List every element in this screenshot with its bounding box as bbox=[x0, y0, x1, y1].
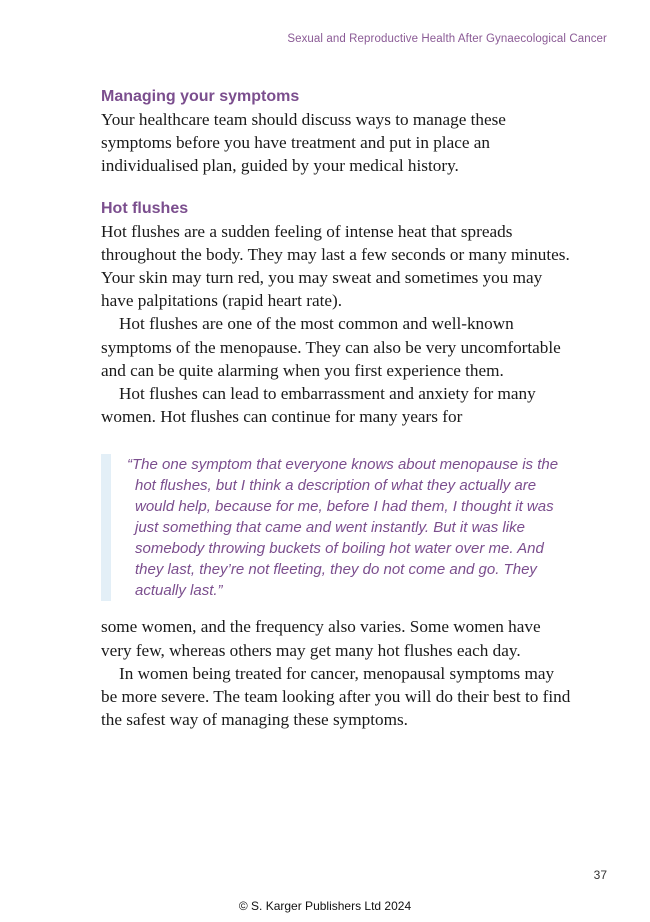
page-content bbox=[101, 86, 571, 731]
patient-quote bbox=[101, 454, 571, 601]
page-number: 37 bbox=[593, 868, 607, 882]
hot-flushes-paragraph-4: some women, and the frequency also varies. Some women have very few, whereas others may get many hot flushes each day. bbox=[101, 617, 541, 660]
section-spacer bbox=[101, 178, 571, 198]
copyright-notice: © S. Karger Publishers Ltd 2024 bbox=[238, 899, 412, 913]
section-heading-managing: Managing your symptoms bbox=[101, 88, 300, 105]
hot-flushes-paragraph-1: Hot flushes are a sudden feeling of intense heat that spreads throughout the body. They may last a few seconds or many minutes. Your skin may turn red, you may sweat and sometimes you may have palpitations (rapid heart rate). bbox=[101, 221, 570, 311]
hot-flushes-paragraph-3: Hot flushes can lead to embarrassment and anxiety for many women. Hot flushes can continue for many years for bbox=[101, 384, 536, 427]
section-heading-hot-flushes: Hot flushes bbox=[101, 199, 189, 217]
hot-flushes-paragraph-2: Hot flushes are one of the most common and well-known symptoms of the menopause. They can also be very uncomfortable and can be quite alarming when you first experience them. bbox=[101, 314, 561, 380]
patient-quote-text: “The one symptom that everyone knows about menopause is the hot flushes, but I think a description of what they actually are would help, because for me, before I had them, I thought it was just something that came and went instantly. But it was like somebody throwing buckets of boiling hot water over me. And they last, they’re not fleeting, they do not come and go. They actually last.” bbox=[127, 456, 559, 600]
running-header: Sexual and Reproductive Health After Gynaecological Cancer bbox=[287, 33, 607, 45]
managing-paragraph: Your healthcare team should discuss ways to manage these symptoms before you have treatment and put in place an individualised plan, guided by your medical history. bbox=[101, 110, 506, 176]
hot-flushes-paragraph-5: In women being treated for cancer, menopausal symptoms may be more severe. The team looking after you will do their best to find the safest way of managing these symptoms. bbox=[101, 663, 571, 730]
